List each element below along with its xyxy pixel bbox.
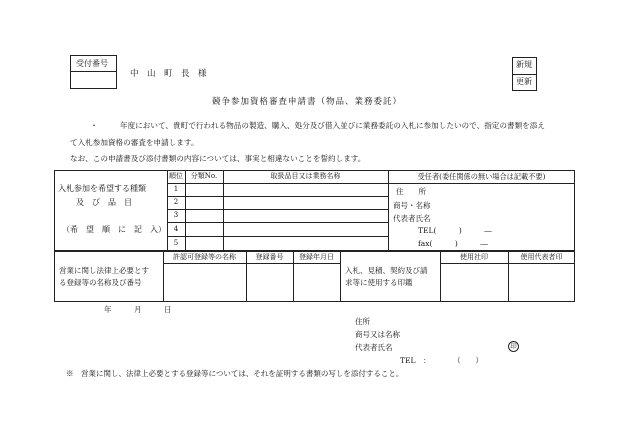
agent-rep-label: 代表者氏名 — [393, 214, 431, 223]
items-column-header: 取扱品目又は業務名称 — [270, 172, 341, 180]
agent-tel-label: TEL( ) ― — [418, 226, 492, 235]
paragraph1-line1: 年度において、貴町で行われる物品の製造、購入、処分及び借入並びに業務委託の入札に参加したいので、指定の書類を添え — [120, 121, 545, 130]
receipt-number-label: 受付番号 — [76, 59, 108, 68]
license-name-column-header: 許認可登録等の名称 — [173, 252, 236, 261]
seal-description-line2: 求等に使用する印鑑 — [345, 278, 413, 287]
rank-2: 2 — [173, 198, 179, 206]
applicant-rep-label: 代表者氏名 — [355, 343, 393, 352]
renewal-option[interactable]: 更新 — [516, 77, 532, 86]
agent-address-label: 住 所 — [396, 187, 426, 196]
agent-fax-label: fax( ) ― — [418, 239, 488, 248]
form-title: 競争参加資格審査申請書（物品、業務委託） — [212, 97, 403, 107]
applicant-address-label: 住所 — [355, 317, 370, 326]
agent-company-label: 商号・名称 — [393, 201, 431, 210]
rank-5: 5 — [173, 239, 179, 247]
rep-seal-column-header: 使用代表者印 — [520, 252, 563, 261]
agent-header: 受任者(委任関係の無い場合は記載不要) — [417, 171, 546, 181]
rank-column-header: 順位 — [169, 172, 183, 180]
rank-4: 4 — [173, 224, 179, 233]
paragraph1-line2: て入札参加資格の審査を申請します。 — [70, 138, 199, 147]
seal-mark-text: 印 — [510, 342, 517, 351]
paragraph2: なお、この申請書及び添付書類の内容については、事実と相違ないことを誓約します。 — [70, 154, 366, 163]
addressee: 中 山 町 長 様 — [130, 69, 207, 79]
class-no-column-header: 分類No. — [190, 172, 218, 180]
company-seal-column-header: 使用社印 — [460, 252, 488, 261]
reg-no-column-header: 登録番号 — [255, 252, 284, 261]
date-line: 年 月 日 — [104, 305, 172, 314]
seal-description-line1: 入札、見積、契約及び請 — [345, 266, 428, 275]
bid-type-header-line3: （希 望 順 に 記 入） — [62, 225, 166, 234]
paragraph-bullet: ・ — [90, 121, 98, 130]
rank-1: 1 — [173, 185, 179, 193]
seal-mark-icon — [508, 341, 519, 352]
bid-type-header-line2: 及 び 品 目 — [76, 198, 132, 207]
license-header-line2: る登録等の名称及び番号 — [59, 278, 142, 287]
applicant-company-label: 商号又は名称 — [355, 330, 400, 339]
license-header-line1: 営業に関し法律上必要とす — [59, 266, 149, 275]
bid-type-header: 入札参加を希望する種類 — [58, 184, 146, 193]
reg-date-column-header: 登録年月日 — [299, 252, 334, 261]
footnote: ※ 営業に関し、法律上必要とする登録等については、それを証明する書類の写しを添付すること。 — [66, 369, 404, 378]
applicant-tel-label: TEL ： （ ） — [400, 356, 483, 365]
new-application-option[interactable]: 新規 — [516, 60, 532, 69]
rank-3: 3 — [173, 211, 179, 219]
